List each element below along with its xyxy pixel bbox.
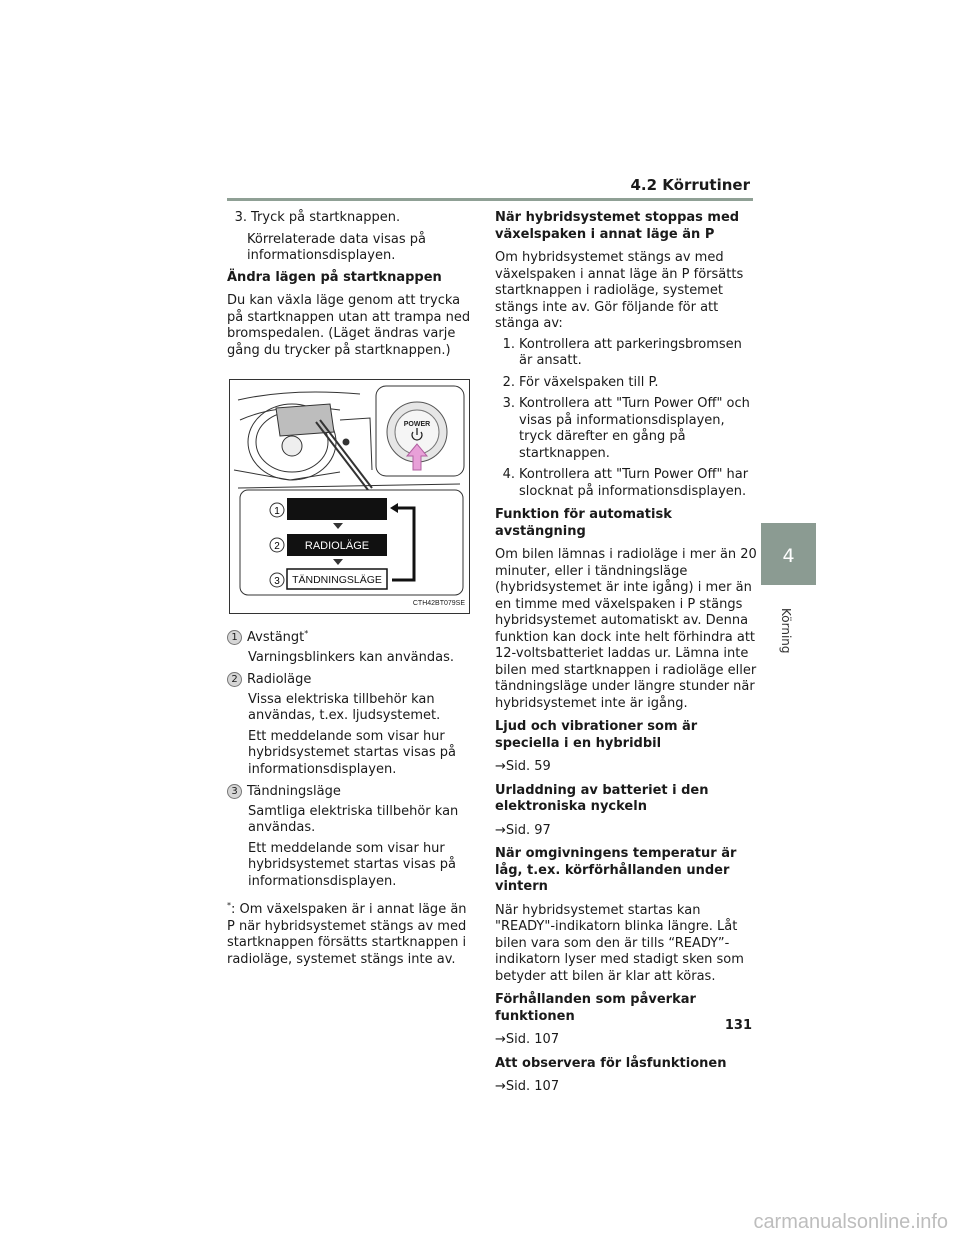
chapter-label-text: Körning <box>779 608 793 654</box>
paragraph-stop-not-p: Om hybridsystemet stängs av med växelspaken i annat läge än P försätts startknappen i radioläge, systemet stängs inte av. Gör följande för att stänga av: <box>495 250 744 331</box>
mode-1-box <box>287 498 387 520</box>
footnote-marker: * <box>304 629 309 638</box>
watermark: carmanualsonline.info <box>753 1211 948 1233</box>
step-text: För växelspaken till P. <box>519 374 659 390</box>
figure-illustration <box>230 380 469 613</box>
list-item <box>495 337 757 370</box>
mode-2-label: RADIOLÄGE <box>304 540 370 552</box>
chapter-label <box>777 608 797 688</box>
step-number: 4. <box>502 467 515 482</box>
left-column <box>227 210 472 975</box>
header-rule <box>227 198 753 201</box>
item-title: Tändningsläge <box>247 784 341 799</box>
mode-1-number: 1 <box>274 506 280 517</box>
step-text: Kontrollera att parkeringsbromsen är ansatt. <box>519 336 742 368</box>
step-number: 2. <box>502 374 515 390</box>
step-number: 1. <box>502 336 515 352</box>
chapter-tab <box>761 523 816 585</box>
mode-item-1 <box>227 626 472 666</box>
item-description: Ett meddelande som visar hur hybridsystemet startas visas på informationsdisplayen. <box>248 840 456 889</box>
list-item <box>495 396 757 462</box>
item-description: Samtliga elektriska tillbehör kan användas. <box>248 803 459 835</box>
page-reference: →Sid. 97 <box>495 822 551 838</box>
item-title: Avstängt <box>247 630 305 645</box>
mode-2-number: 2 <box>274 541 280 552</box>
paragraph-auto-off: Om bilen lämnas i radioläge i mer än 20 minuter, eller i tändningsläge (hybridsystemet är inte igång) i mer än en timme med växelspaken i P stängs hybridsystemet automatiskt av. Denna funktion kan dock inte helt förhindra att 12-voltsbatteriet laddas ur. Lämna inte bilen med startknappen i radioläge eller tändningsläge under längre stunder när hybridsystemet inte är igång. <box>495 547 757 711</box>
mode-item-3 <box>227 784 472 890</box>
page-reference: →Sid. 107 <box>495 1079 560 1094</box>
page-reference: →Sid. 59 <box>495 759 551 774</box>
footnote-marker: * <box>227 901 231 910</box>
footnote-text: : Om växelspaken är i annat läge än P när hybridsystemet stängs av med startknappen försätts startknappen i radioläge, systemet stängs inte av. <box>227 902 467 967</box>
right-column <box>495 210 757 1103</box>
item-number-badge: 3 <box>227 784 242 799</box>
item-description: Varningsblinkers kan användas. <box>248 649 454 665</box>
start-button-figure <box>229 379 470 614</box>
step-3-detail: Körrelaterade data visas på informationsdisplayen. <box>247 231 426 263</box>
step-text: Kontrollera att "Turn Power Off" har slocknat på informationsdisplayen. <box>519 467 749 499</box>
page-reference: →Sid. 107 <box>495 1032 560 1047</box>
item-description: Ett meddelande som visar hur hybridsystemet startas visas på informationsdisplayen. <box>248 728 456 777</box>
heading-hybrid-sounds: Ljud och vibrationer som är speciella i en hybridbil <box>495 719 698 751</box>
mode-item-2 <box>227 672 472 778</box>
step-3 <box>227 210 472 227</box>
list-item <box>495 375 757 392</box>
item-number-badge: 2 <box>227 672 242 687</box>
section-title: 4.2 Körrutiner <box>630 176 750 194</box>
step-number: 3. <box>234 210 247 225</box>
heading-modes: Ändra lägen på startknappen <box>227 269 442 285</box>
chapter-number: 4 <box>782 545 795 567</box>
heading-low-temp: När omgivningens temperatur är låg, t.ex. körförhållanden under vintern <box>495 846 737 894</box>
list-item <box>495 467 757 500</box>
figure-code: CTH42BT079SE <box>412 599 465 607</box>
heading-stop-not-p: När hybridsystemet stoppas med växelspaken i annat läge än P <box>495 210 740 242</box>
item-title: Radioläge <box>247 672 312 687</box>
mode-3-number: 3 <box>274 576 280 587</box>
step-text: Tryck på startknappen. <box>251 210 401 225</box>
paragraph-low-temp: När hybridsystemet startas kan "READY"-indikatorn blinka längre. Låt bilen vara som den är tills “READY”-indikatorn lyser med stadigt sken som betyder att bilen är klar att köras. <box>495 902 744 984</box>
power-label: POWER <box>403 421 431 428</box>
item-number-badge: 1 <box>227 630 242 645</box>
heading-lock-notes: Att observera för låsfunktionen <box>495 1055 727 1071</box>
heading-auto-off: Funktion för automatisk avstängning <box>495 507 672 539</box>
heading-key-battery: Urladdning av batteriet i den elektroniska nyckeln <box>495 782 709 814</box>
step-text: Kontrollera att "Turn Power Off" och visas på informationsdisplayen, tryck därefter en gång på startknappen. <box>519 396 750 461</box>
page-number: 131 <box>724 1018 752 1033</box>
mode-3-label: TÄNDNINGSLÄGE <box>292 574 382 586</box>
footnote <box>227 898 472 968</box>
item-description: Vissa elektriska tillbehör kan användas, t.ex. ljudsystemet. <box>248 691 441 723</box>
step-number: 3. <box>502 396 515 411</box>
paragraph-modes: Du kan växla läge genom att trycka på startknappen utan att trampa ned bromspedalen. (Läget ändras varje gång du trycker på startknappen.) <box>227 293 471 358</box>
heading-conditions: Förhållanden som påverkar funktionen <box>495 992 696 1024</box>
